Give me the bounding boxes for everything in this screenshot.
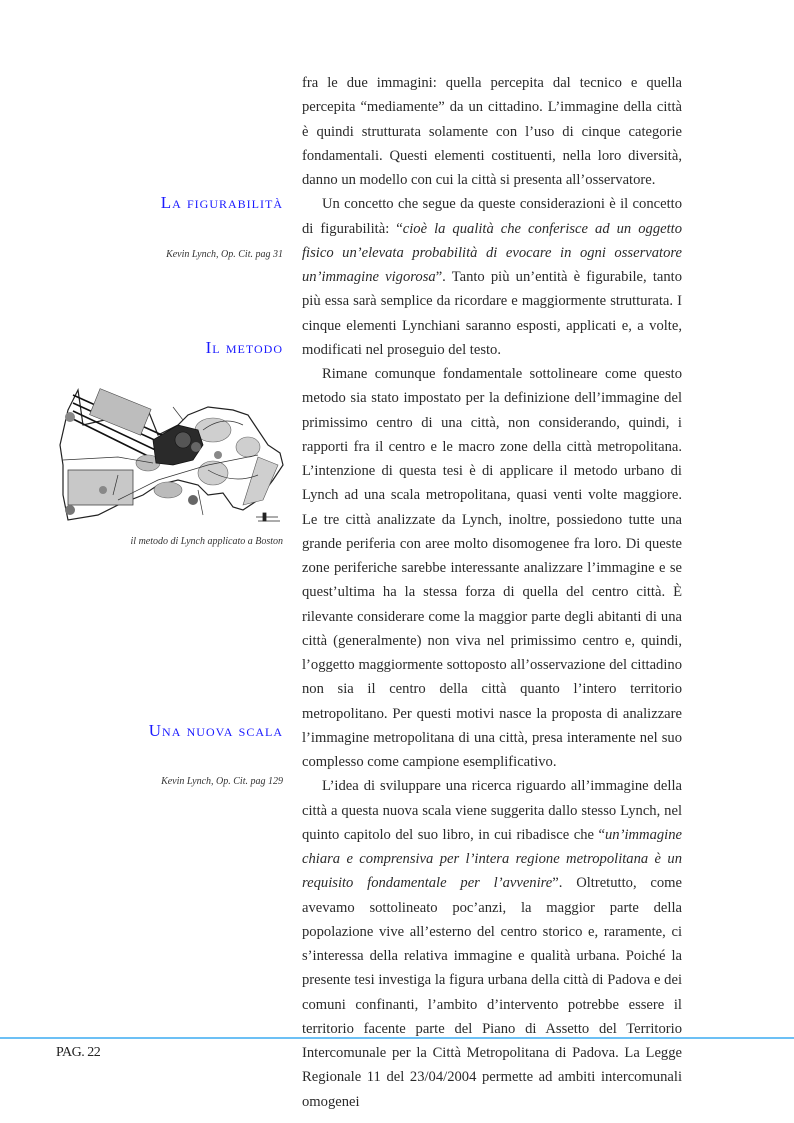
paragraph: Rimane comunque fondamentale sottolineare come questo metodo sia stato impostato per la definizione dell’immagine del primissimo centro di una città, non considerando, quindi, i rapporti fra il centro e le macro zone della città metropolitana. L’intenzione di questa tesi è di applicare il metodo urbano di Lynch ad una scala metropolitana, quasi venti volte maggiore. Le tre città analizzate da Lynch, inoltre, possiedono tutte una grande periferia con aree molto disomogenee fra loro. Di queste zone periferiche sarebbe interessante analizzare l’immagine e se quest’ultima ha la stessa forza di quella del centro città. È rilevante considerare come la maggior parte degli abitanti di una città (generalmente) non viva nel primissimo centro e, quindi, l’oggetto maggiormente sottoposto all’osservazione del cittadino non sia il centro della città quanto l’intero territorio metropolitano. Per questi motivi nasce la proposta di analizzare l’immagine metropolitana di una città, presa interamente nel suo complesso come campione esemplificativo. xyxy=(302,366,682,770)
citation-note: Kevin Lynch, Op. Cit. pag 129 xyxy=(161,776,283,787)
text-run: L’idea di sviluppare una ricerca riguardo all’immagine della città a questa nuova scala viene suggerita dallo stesso Lynch, nel quinto capitolo del suo libro, in cui ribadisce che “ xyxy=(302,778,682,843)
paragraph: fra le due immagini: quella percepita dal tecnico e quella percepita “mediamente” da un cittadino. L’immagine della città è quindi strutturata solamente con l’uso di cinque categorie fondamentali. Questi elementi costituenti, nella loro diversità, danno un modello con cui la città si presenta all’osservatore. xyxy=(302,75,682,188)
quote: un’immagine chiara e comprensiva per l’intera regione metropolitana è un requisito fondamentale per l’avvenire xyxy=(302,826,682,892)
body-text xyxy=(302,71,682,1114)
text-run: ”. Tanto più un’entità è figurabile, tanto più essa sarà semplice da ricordare e maggiormente strutturata. I cinque elementi Lynchiani saranno esposti, applicati e, a volte, modificati nel proseguio del testo. xyxy=(302,269,683,358)
text-run: Un concetto che segue da queste considerazioni è il concetto di figurabilità: “ xyxy=(302,196,682,237)
heading-una-nuova-scala: Una nuova scala xyxy=(148,721,283,740)
boston-map-figure xyxy=(58,385,288,531)
footer-rule xyxy=(0,1037,794,1039)
text-run: ”. Oltretutto, come avevamo sottolineato poc’anzi, la maggior parte della popolazione vive all’esterno del centro storico e, raramente, ci s’interessa della relativa immagine e qualità urbana. Poiché la presente tesi investiga la figura urbana della città di Padova e dei comuni confinanti, l’ambito d’intervento potrebbe essere il territorio facente parte del Piano di Assetto del Territorio Intercomunale per la Città Metropolitana di Padova. La Legge Regionale 11 del 23/04/2004 permette ad ambiti intercomunali omogenei xyxy=(302,875,682,1110)
heading-il-metodo: Il metodo xyxy=(205,338,283,357)
paragraph xyxy=(302,192,682,362)
figure-caption: il metodo di Lynch applicato a Boston xyxy=(130,536,283,547)
citation-note: Kevin Lynch, Op. Cit. pag 31 xyxy=(166,249,283,260)
boston-map-icon xyxy=(58,385,288,531)
quote: cioè la qualità che conferisce ad un oggetto fisico un’elevata probabilità di evocare in ogni osservatore un’immagine vigorosa xyxy=(302,220,682,285)
page-number: PAG. 22 xyxy=(56,1045,101,1060)
paragraph xyxy=(302,774,682,1114)
heading-la-figurabilita: La figurabilità xyxy=(160,193,283,212)
